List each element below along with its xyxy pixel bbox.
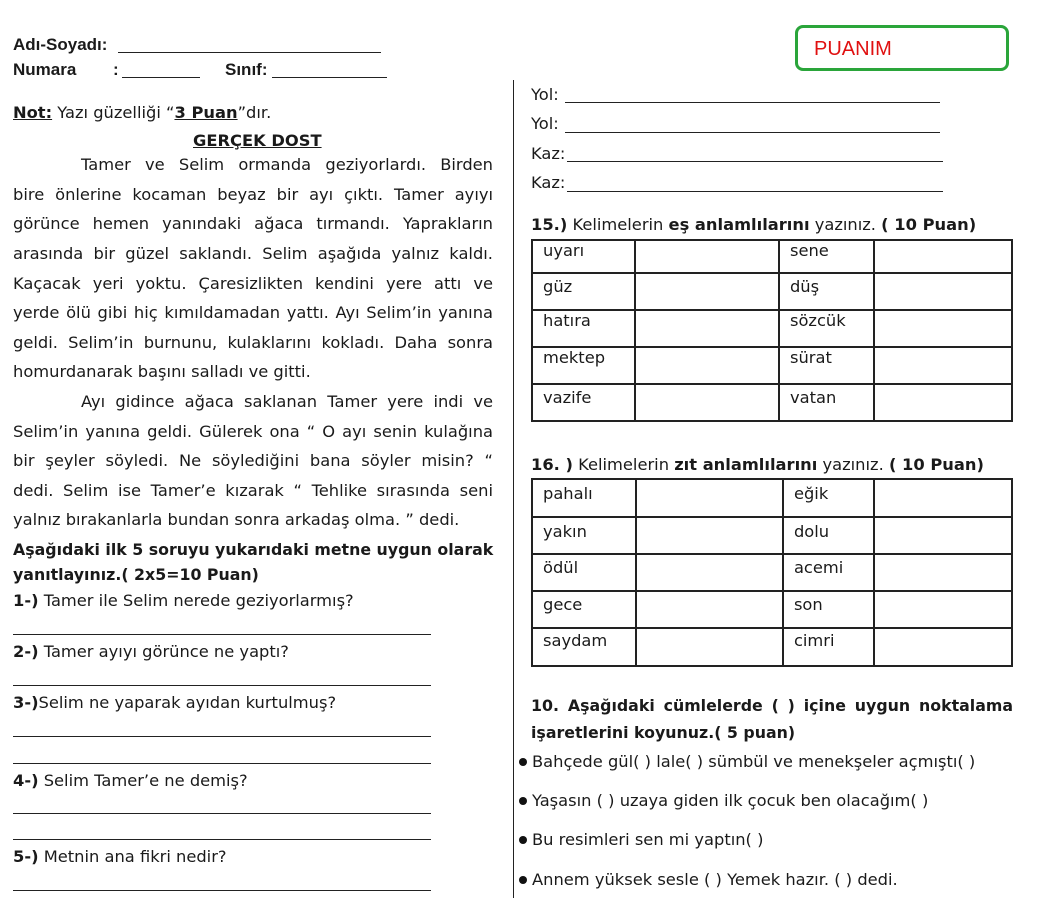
word-cell: pahalı [532, 479, 636, 517]
table-row [532, 591, 1012, 628]
answer-cell[interactable] [874, 273, 1012, 310]
table-row [532, 384, 1012, 421]
writing-label: Kaz: [531, 144, 566, 163]
word-cell: gece [532, 591, 636, 628]
table-row [532, 273, 1012, 310]
bullet-icon [519, 758, 527, 766]
writing-label: Yol: [531, 114, 559, 133]
answer-cell[interactable] [874, 384, 1012, 421]
answer-cell[interactable] [636, 628, 783, 666]
answer-cell[interactable] [636, 591, 783, 628]
question-1: 1-) Tamer ile Selim nerede geziyorlarmış? [13, 591, 354, 610]
answer-line[interactable] [13, 813, 431, 814]
note-label: Not: [13, 103, 53, 122]
writing-line[interactable] [565, 102, 940, 103]
name-label: Adı-Soyadı: [13, 35, 108, 54]
answer-line[interactable] [13, 839, 431, 840]
answer-cell[interactable] [874, 240, 1012, 273]
answer-line[interactable] [13, 890, 431, 891]
word-cell: düş [779, 273, 874, 310]
note [13, 103, 271, 122]
writing-label: Kaz: [531, 173, 566, 192]
word-cell: dolu [783, 517, 874, 554]
answer-cell[interactable] [636, 517, 783, 554]
answer-cell[interactable] [874, 347, 1012, 384]
instructions-line1: Aşağıdaki ilk 5 soruyu yukarıdaki metne uygun olarak [13, 540, 494, 559]
name-answer-line[interactable] [118, 52, 381, 53]
bullet-icon [519, 836, 527, 844]
answer-line[interactable] [13, 763, 431, 764]
story-line: bir şeyler söyledi. Ne söylediğini bana söyler misin? “ [13, 451, 493, 470]
word-cell: eğik [783, 479, 874, 517]
table-row [532, 554, 1012, 591]
story-line: yerde ölü gibi hiç kımıldamadan yattı. Ayı Selim’in yanına [13, 303, 493, 322]
story-line: arasında bir güzel saklandı. Selim aşağıda yalnız kaldı. [13, 244, 493, 263]
number-colon: : [113, 60, 119, 79]
word-cell: vatan [779, 384, 874, 421]
question-4: 4-) Selim Tamer’e ne demiş? [13, 771, 248, 790]
word-cell: sene [779, 240, 874, 273]
answer-cell[interactable] [635, 310, 779, 347]
word-cell: uyarı [532, 240, 635, 273]
word-cell: sözcük [779, 310, 874, 347]
q10-line1: 10. Aşağıdaki cümlelerde ( ) içine uygun noktalama [531, 696, 1013, 715]
answer-line[interactable] [13, 736, 431, 737]
punctuation-sentence: Annem yüksek sesle ( ) Yemek hazır. ( ) dedi. [532, 870, 898, 889]
table-row [532, 628, 1012, 666]
answer-cell[interactable] [874, 310, 1012, 347]
word-cell: cimri [783, 628, 874, 666]
answer-cell[interactable] [874, 591, 1012, 628]
word-cell: ödül [532, 554, 636, 591]
writing-line[interactable] [565, 132, 940, 133]
story-title: GERÇEK DOST [193, 131, 322, 150]
story-line: dedi. Selim ise Tamer’e kızarak “ Tehlike sırasında seni [13, 481, 493, 500]
class-label: Sınıf: [225, 60, 268, 79]
question-3: 3-)Selim ne yaparak ayıdan kurtulmuş? [13, 693, 337, 712]
punctuation-item [519, 830, 763, 849]
story-line: Tamer ve Selim ormanda geziyorlardı. Birden [81, 155, 493, 174]
writing-line[interactable] [567, 191, 943, 192]
punctuation-item [519, 870, 898, 889]
synonym-table [531, 239, 1013, 422]
word-cell: hatıra [532, 310, 635, 347]
story-line: görünce hemen yanındaki ağaca tırmandı. Yaprakların [13, 214, 493, 233]
writing-label: Yol: [531, 85, 559, 104]
answer-cell[interactable] [874, 628, 1012, 666]
story-line: Kaçacak yeri yoktu. Çaresizlikten kendini yere attı ve [13, 274, 493, 293]
table-row [532, 240, 1012, 273]
word-cell: yakın [532, 517, 636, 554]
word-cell: sürat [779, 347, 874, 384]
bullet-icon [519, 797, 527, 805]
story-line: yalnız bırakanlarla bundan sonra arkadaş olma. ” dedi. [13, 510, 460, 529]
table-row [532, 517, 1012, 554]
answer-cell[interactable] [874, 479, 1012, 517]
table-row [532, 310, 1012, 347]
word-cell: mektep [532, 347, 635, 384]
answer-cell[interactable] [635, 347, 779, 384]
question-2: 2-) Tamer ayıyı görünce ne yaptı? [13, 642, 289, 661]
note-text-after: ”dır. [237, 103, 272, 122]
answer-line[interactable] [13, 685, 431, 686]
answer-cell[interactable] [636, 479, 783, 517]
punctuation-sentence: Bahçede gül( ) lale( ) sümbül ve menekşeler açmıştı( ) [532, 752, 976, 771]
punctuation-sentence: Bu resimleri sen mi yaptın( ) [532, 830, 764, 849]
antonym-table [531, 478, 1013, 667]
story-line: geldi. Selim’in burnunu, kulaklarını kokladı. Daha sonra [13, 333, 493, 352]
punctuation-item [519, 791, 928, 810]
word-cell: son [783, 591, 874, 628]
number-answer-line[interactable] [122, 77, 200, 78]
story-line: homurdanarak başını salladı ve gitti. [13, 362, 311, 381]
q16-heading: 16. ) Kelimelerin zıt anlamlılarını yazınız. ( 10 Puan) [531, 455, 984, 474]
q15-heading: 15.) Kelimelerin eş anlamlılarını yazınız. ( 10 Puan) [531, 215, 977, 234]
story-line: Ayı gidince ağaca saklanan Tamer yere indi ve [81, 392, 493, 411]
score-box [795, 25, 1009, 71]
question-5: 5-) Metnin ana fikri nedir? [13, 847, 227, 866]
story-line: bire önlerine kocaman beyaz bir ayı çıktı. Tamer ayıyı [13, 185, 493, 204]
punctuation-item [519, 752, 975, 771]
word-cell: güz [532, 273, 635, 310]
answer-line[interactable] [13, 634, 431, 635]
table-row [532, 479, 1012, 517]
word-cell: saydam [532, 628, 636, 666]
column-divider [513, 80, 514, 898]
score-box-label: PUANIM [814, 38, 892, 60]
writing-line[interactable] [567, 161, 943, 162]
story-line: Selim’in yanına geldi. Gülerek ona “ O ayı senin kulağına [13, 422, 493, 441]
number-label: Numara [13, 60, 77, 79]
class-answer-line[interactable] [272, 77, 387, 78]
word-cell: vazife [532, 384, 635, 421]
word-cell: acemi [783, 554, 874, 591]
bullet-icon [519, 876, 527, 884]
answer-cell[interactable] [635, 273, 779, 310]
answer-cell[interactable] [635, 240, 779, 273]
table-row [532, 347, 1012, 384]
answer-cell[interactable] [874, 517, 1012, 554]
instructions-line2: yanıtlayınız.( 2x5=10 Puan) [13, 565, 259, 584]
note-text-before: Yazı güzelliği “ [52, 103, 175, 122]
note-points: 3 Puan [174, 103, 238, 122]
answer-cell[interactable] [636, 554, 783, 591]
answer-cell[interactable] [874, 554, 1012, 591]
q10-line2: işaretlerini koyunuz.( 5 puan) [531, 723, 796, 742]
answer-cell[interactable] [635, 384, 779, 421]
punctuation-sentence: Yaşasın ( ) uzaya giden ilk çocuk ben olacağım( ) [532, 791, 929, 810]
